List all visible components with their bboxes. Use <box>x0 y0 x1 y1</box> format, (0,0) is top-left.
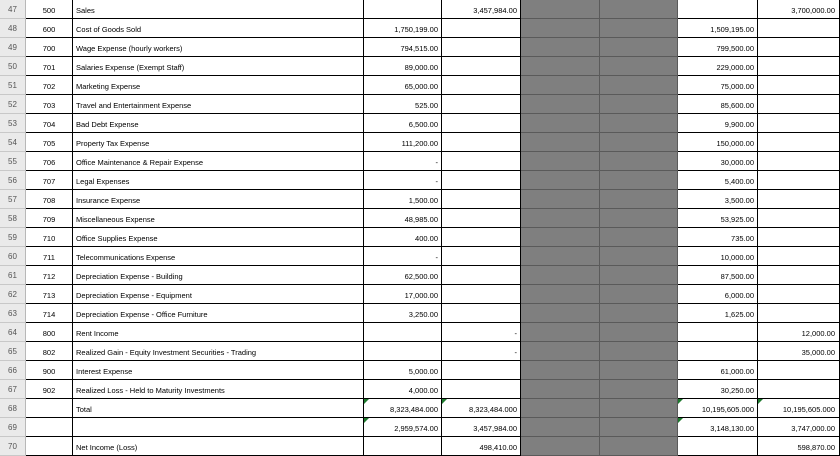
cell-adjustment-debit-shaded[interactable] <box>521 247 600 266</box>
cell-trial-balance-debit[interactable]: - <box>364 247 442 266</box>
cell-trial-balance-debit[interactable]: 17,000.00 <box>364 285 442 304</box>
cell-trial-balance-debit[interactable]: 1,500.00 <box>364 190 442 209</box>
cell-adjusted-balance-credit[interactable] <box>758 190 840 209</box>
cell-trial-balance-debit[interactable]: 111,200.00 <box>364 133 442 152</box>
cell-adjustment-credit-shaded[interactable] <box>600 342 678 361</box>
cell-account-name[interactable]: Property Tax Expense <box>73 133 364 152</box>
cell-adjustment-debit-shaded[interactable] <box>521 95 600 114</box>
table-row <box>0 57 840 76</box>
error-flag-icon <box>442 399 447 404</box>
row-number-header[interactable]: 49 <box>0 38 26 57</box>
table-row <box>0 437 840 456</box>
cell-trial-balance-credit[interactable]: - <box>442 323 521 342</box>
error-flag-icon <box>678 418 683 423</box>
cell-adjusted-balance-credit[interactable] <box>758 228 840 247</box>
cell-adjusted-balance-debit[interactable]: 6,000.00 <box>678 285 758 304</box>
cell-account-number[interactable]: 711 <box>26 247 73 266</box>
cell-adjusted-balance-debit[interactable] <box>678 323 758 342</box>
cell-account-name[interactable]: Office Maintenance & Repair Expense <box>73 152 364 171</box>
cell-trial-balance-debit[interactable]: 6,500.00 <box>364 114 442 133</box>
cell-adjusted-balance-credit[interactable] <box>758 285 840 304</box>
table-row <box>0 38 840 57</box>
table-row <box>0 323 840 342</box>
cell-adjustment-debit-shaded[interactable] <box>521 323 600 342</box>
cell-adjustment-credit-shaded[interactable] <box>600 266 678 285</box>
cell-adjustment-debit-shaded[interactable] <box>521 152 600 171</box>
cell-adjustment-credit-shaded[interactable] <box>600 0 678 19</box>
cell-account-number[interactable]: 900 <box>26 361 73 380</box>
cell-adjustment-debit-shaded[interactable] <box>521 133 600 152</box>
cell-account-name[interactable]: Salaries Expense (Exempt Staff) <box>73 57 364 76</box>
cell-trial-balance-debit[interactable] <box>364 342 442 361</box>
cell-adjusted-balance-debit[interactable]: 735.00 <box>678 228 758 247</box>
cell-adjusted-balance-credit[interactable] <box>758 209 840 228</box>
cell-account-number[interactable]: 710 <box>26 228 73 247</box>
cell-account-name[interactable]: Telecommunications Expense <box>73 247 364 266</box>
cell-trial-balance-credit[interactable]: - <box>442 342 521 361</box>
cell-trial-balance-debit[interactable]: - <box>364 171 442 190</box>
cell-adjustment-debit-shaded[interactable] <box>521 171 600 190</box>
cell-account-name[interactable]: Marketing Expense <box>73 76 364 95</box>
cell-adjustment-debit-shaded[interactable] <box>521 418 600 437</box>
row-number-header[interactable]: 66 <box>0 361 26 380</box>
cell-account-name[interactable]: Bad Debt Expense <box>73 114 364 133</box>
cell-account-number[interactable]: 802 <box>26 342 73 361</box>
cell-account-name[interactable]: Insurance Expense <box>73 190 364 209</box>
cell-trial-balance-credit[interactable]: 3,457,984.00 <box>442 0 521 19</box>
table-row <box>0 0 840 19</box>
cell-account-name[interactable]: Miscellaneous Expense <box>73 209 364 228</box>
cell-adjustment-debit-shaded[interactable] <box>521 38 600 57</box>
cell-account-name[interactable]: Depreciation Expense - Equipment <box>73 285 364 304</box>
cell-account-number[interactable]: 708 <box>26 190 73 209</box>
table-row <box>0 76 840 95</box>
cell-trial-balance-debit[interactable]: 3,250.00 <box>364 304 442 323</box>
table-row <box>0 304 840 323</box>
row-number-header[interactable]: 57 <box>0 190 26 209</box>
cell-adjusted-balance-credit[interactable] <box>758 76 840 95</box>
cell-trial-balance-credit[interactable] <box>442 247 521 266</box>
row-number-header[interactable]: 55 <box>0 152 26 171</box>
row-number-header[interactable]: 51 <box>0 76 26 95</box>
cell-account-number[interactable] <box>26 437 73 456</box>
cell-adjusted-balance-credit[interactable] <box>758 95 840 114</box>
cell-adjustment-credit-shaded[interactable] <box>600 247 678 266</box>
row-number-header[interactable]: 65 <box>0 342 26 361</box>
cell-account-number[interactable]: 709 <box>26 209 73 228</box>
cell-adjusted-balance-credit[interactable] <box>758 247 840 266</box>
cell-adjustment-debit-shaded[interactable] <box>521 437 600 456</box>
row-number-header[interactable]: 60 <box>0 247 26 266</box>
cell-account-name[interactable]: Rent Income <box>73 323 364 342</box>
cell-adjustment-credit-shaded[interactable] <box>600 323 678 342</box>
cell-trial-balance-debit[interactable]: 8,323,484.000 <box>364 399 442 418</box>
cell-adjustment-debit-shaded[interactable] <box>521 0 600 19</box>
cell-adjusted-balance-debit[interactable]: 3,148,130.00 <box>678 418 758 437</box>
cell-adjustment-debit-shaded[interactable] <box>521 342 600 361</box>
table-row <box>0 152 840 171</box>
cell-adjustment-credit-shaded[interactable] <box>600 95 678 114</box>
cell-adjustment-credit-shaded[interactable] <box>600 380 678 399</box>
cell-adjusted-balance-debit[interactable] <box>678 0 758 19</box>
cell-trial-balance-debit[interactable]: 4,000.00 <box>364 380 442 399</box>
table-row <box>0 171 840 190</box>
row-number-header[interactable]: 62 <box>0 285 26 304</box>
cell-adjusted-balance-debit[interactable]: 3,500.00 <box>678 190 758 209</box>
row-number-header[interactable]: 63 <box>0 304 26 323</box>
cell-adjustment-credit-shaded[interactable] <box>600 285 678 304</box>
cell-trial-balance-debit[interactable]: 5,000.00 <box>364 361 442 380</box>
row-number-header[interactable]: 50 <box>0 57 26 76</box>
cell-trial-balance-debit[interactable]: 89,000.00 <box>364 57 442 76</box>
table-row <box>0 418 840 437</box>
table-row <box>0 342 840 361</box>
cell-trial-balance-credit[interactable] <box>442 19 521 38</box>
cell-adjusted-balance-credit[interactable] <box>758 380 840 399</box>
cell-trial-balance-debit[interactable]: 525.00 <box>364 95 442 114</box>
cell-account-number[interactable]: 902 <box>26 380 73 399</box>
row-number-header[interactable]: 69 <box>0 418 26 437</box>
cell-adjusted-balance-debit[interactable]: 61,000.00 <box>678 361 758 380</box>
cell-trial-balance-credit[interactable] <box>442 114 521 133</box>
cell-adjusted-balance-debit[interactable]: 10,195,605.000 <box>678 399 758 418</box>
cell-trial-balance-debit[interactable] <box>364 437 442 456</box>
cell-adjustment-credit-shaded[interactable] <box>600 437 678 456</box>
cell-adjustment-credit-shaded[interactable] <box>600 38 678 57</box>
cell-trial-balance-credit[interactable]: 498,410.00 <box>442 437 521 456</box>
cell-adjusted-balance-credit[interactable] <box>758 361 840 380</box>
cell-adjusted-balance-credit[interactable]: 10,195,605.000 <box>758 399 840 418</box>
cell-adjustment-debit-shaded[interactable] <box>521 304 600 323</box>
table-row <box>0 95 840 114</box>
error-flag-icon <box>678 399 683 404</box>
cell-adjustment-credit-shaded[interactable] <box>600 152 678 171</box>
cell-adjusted-balance-credit[interactable] <box>758 114 840 133</box>
cell-account-name[interactable]: Interest Expense <box>73 361 364 380</box>
cell-adjusted-balance-credit[interactable] <box>758 57 840 76</box>
cell-trial-balance-debit[interactable]: 65,000.00 <box>364 76 442 95</box>
row-number-header[interactable]: 52 <box>0 95 26 114</box>
cell-adjusted-balance-debit[interactable]: 75,000.00 <box>678 76 758 95</box>
cell-account-name[interactable]: Sales <box>73 0 364 19</box>
cell-adjusted-balance-debit[interactable]: 799,500.00 <box>678 38 758 57</box>
cell-account-name[interactable]: Total <box>73 399 364 418</box>
cell-trial-balance-credit[interactable] <box>442 285 521 304</box>
cell-account-number[interactable]: 707 <box>26 171 73 190</box>
row-number-header[interactable]: 61 <box>0 266 26 285</box>
cell-adjustment-debit-shaded[interactable] <box>521 399 600 418</box>
cell-account-name[interactable]: Realized Gain - Equity Investment Securities - Trading <box>73 342 364 361</box>
cell-account-number[interactable] <box>26 399 73 418</box>
cell-adjustment-credit-shaded[interactable] <box>600 114 678 133</box>
table-row <box>0 399 840 418</box>
cell-adjustment-credit-shaded[interactable] <box>600 418 678 437</box>
cell-adjusted-balance-credit[interactable]: 12,000.00 <box>758 323 840 342</box>
row-number-header[interactable]: 70 <box>0 437 26 456</box>
cell-account-name[interactable]: Net Income (Loss) <box>73 437 364 456</box>
cell-adjusted-balance-debit[interactable]: 1,509,195.00 <box>678 19 758 38</box>
cell-trial-balance-debit[interactable]: 794,515.00 <box>364 38 442 57</box>
cell-account-name[interactable]: Cost of Goods Sold <box>73 19 364 38</box>
cell-account-name[interactable]: Travel and Entertainment Expense <box>73 95 364 114</box>
cell-adjusted-balance-debit[interactable]: 229,000.00 <box>678 57 758 76</box>
error-flag-icon <box>364 399 369 404</box>
cell-adjusted-balance-credit[interactable]: 598,870.00 <box>758 437 840 456</box>
cell-trial-balance-debit[interactable]: 400.00 <box>364 228 442 247</box>
table-row <box>0 285 840 304</box>
cell-adjustment-debit-shaded[interactable] <box>521 209 600 228</box>
cell-adjustment-credit-shaded[interactable] <box>600 304 678 323</box>
table-row <box>0 380 840 399</box>
row-number-header[interactable]: 67 <box>0 380 26 399</box>
cell-trial-balance-debit[interactable]: 62,500.00 <box>364 266 442 285</box>
cell-account-number[interactable] <box>26 418 73 437</box>
table-row <box>0 228 840 247</box>
cell-adjustment-debit-shaded[interactable] <box>521 114 600 133</box>
cell-adjusted-balance-debit[interactable]: 5,400.00 <box>678 171 758 190</box>
cell-account-name[interactable]: Wage Expense (hourly workers) <box>73 38 364 57</box>
cell-account-number[interactable]: 600 <box>26 19 73 38</box>
row-number-header[interactable]: 68 <box>0 399 26 418</box>
cell-adjusted-balance-debit[interactable]: 10,000.00 <box>678 247 758 266</box>
row-number-header[interactable]: 58 <box>0 209 26 228</box>
cell-trial-balance-credit[interactable] <box>442 190 521 209</box>
cell-adjustment-credit-shaded[interactable] <box>600 19 678 38</box>
row-number-header[interactable]: 64 <box>0 323 26 342</box>
cell-adjusted-balance-credit[interactable] <box>758 304 840 323</box>
cell-adjusted-balance-credit[interactable]: 35,000.00 <box>758 342 840 361</box>
cell-adjusted-balance-debit[interactable]: 85,600.00 <box>678 95 758 114</box>
cell-account-number[interactable]: 703 <box>26 95 73 114</box>
cell-trial-balance-debit[interactable]: 48,985.00 <box>364 209 442 228</box>
cell-adjustment-credit-shaded[interactable] <box>600 133 678 152</box>
cell-adjusted-balance-credit[interactable] <box>758 266 840 285</box>
cell-trial-balance-credit[interactable] <box>442 38 521 57</box>
cell-adjusted-balance-credit[interactable] <box>758 133 840 152</box>
cell-account-name[interactable]: Legal Expenses <box>73 171 364 190</box>
cell-account-name[interactable]: Depreciation Expense - Office Furniture <box>73 304 364 323</box>
cell-trial-balance-credit[interactable] <box>442 228 521 247</box>
cell-trial-balance-credit[interactable] <box>442 171 521 190</box>
cell-adjustment-credit-shaded[interactable] <box>600 399 678 418</box>
cell-adjustment-debit-shaded[interactable] <box>521 380 600 399</box>
cell-adjustment-credit-shaded[interactable] <box>600 190 678 209</box>
row-number-header[interactable]: 53 <box>0 114 26 133</box>
cell-trial-balance-debit[interactable]: 1,750,199.00 <box>364 19 442 38</box>
row-number-header[interactable]: 56 <box>0 171 26 190</box>
cell-adjusted-balance-credit[interactable] <box>758 19 840 38</box>
table-row <box>0 209 840 228</box>
cell-adjusted-balance-credit[interactable] <box>758 152 840 171</box>
cell-account-name[interactable]: Office Supplies Expense <box>73 228 364 247</box>
table-row <box>0 247 840 266</box>
cell-trial-balance-credit[interactable] <box>442 133 521 152</box>
cell-account-number[interactable]: 800 <box>26 323 73 342</box>
table-row <box>0 361 840 380</box>
cell-account-number[interactable]: 701 <box>26 57 73 76</box>
cell-trial-balance-debit[interactable]: - <box>364 152 442 171</box>
cell-account-number[interactable]: 706 <box>26 152 73 171</box>
cell-trial-balance-credit[interactable] <box>442 76 521 95</box>
cell-trial-balance-credit[interactable] <box>442 95 521 114</box>
cell-account-number[interactable]: 712 <box>26 266 73 285</box>
cell-trial-balance-credit[interactable]: 3,457,984.00 <box>442 418 521 437</box>
cell-adjustment-debit-shaded[interactable] <box>521 190 600 209</box>
cell-account-number[interactable]: 713 <box>26 285 73 304</box>
cell-adjusted-balance-debit[interactable]: 1,625.00 <box>678 304 758 323</box>
cell-trial-balance-credit[interactable] <box>442 209 521 228</box>
cell-trial-balance-credit[interactable] <box>442 152 521 171</box>
cell-account-number[interactable]: 704 <box>26 114 73 133</box>
cell-account-name[interactable]: Depreciation Expense - Building <box>73 266 364 285</box>
cell-trial-balance-credit[interactable] <box>442 361 521 380</box>
cell-adjustment-debit-shaded[interactable] <box>521 76 600 95</box>
cell-adjustment-debit-shaded[interactable] <box>521 285 600 304</box>
row-number-header[interactable]: 47 <box>0 0 26 19</box>
cell-adjusted-balance-credit[interactable] <box>758 171 840 190</box>
cell-account-number[interactable]: 702 <box>26 76 73 95</box>
cell-adjusted-balance-debit[interactable]: 30,000.00 <box>678 152 758 171</box>
cell-trial-balance-debit[interactable] <box>364 323 442 342</box>
cell-account-number[interactable]: 500 <box>26 0 73 19</box>
cell-trial-balance-debit[interactable] <box>364 0 442 19</box>
cell-adjustment-credit-shaded[interactable] <box>600 76 678 95</box>
cell-adjusted-balance-debit[interactable]: 30,250.00 <box>678 380 758 399</box>
cell-account-number[interactable]: 714 <box>26 304 73 323</box>
cell-adjusted-balance-credit[interactable] <box>758 38 840 57</box>
row-number-header[interactable]: 48 <box>0 19 26 38</box>
cell-adjusted-balance-debit[interactable]: 9,900.00 <box>678 114 758 133</box>
cell-adjustment-credit-shaded[interactable] <box>600 209 678 228</box>
table-row <box>0 19 840 38</box>
cell-adjustment-debit-shaded[interactable] <box>521 361 600 380</box>
cell-adjustment-debit-shaded[interactable] <box>521 228 600 247</box>
cell-adjusted-balance-credit[interactable]: 3,747,000.00 <box>758 418 840 437</box>
cell-adjusted-balance-debit[interactable] <box>678 342 758 361</box>
table-row <box>0 133 840 152</box>
cell-adjustment-credit-shaded[interactable] <box>600 171 678 190</box>
cell-adjusted-balance-credit[interactable]: 3,700,000.00 <box>758 0 840 19</box>
row-number-header[interactable]: 54 <box>0 133 26 152</box>
cell-trial-balance-credit[interactable] <box>442 380 521 399</box>
row-number-header[interactable]: 59 <box>0 228 26 247</box>
cell-account-name[interactable]: Realized Loss - Held to Maturity Investments <box>73 380 364 399</box>
cell-account-number[interactable]: 705 <box>26 133 73 152</box>
cell-trial-balance-debit[interactable]: 2,959,574.00 <box>364 418 442 437</box>
cell-adjusted-balance-debit[interactable]: 87,500.00 <box>678 266 758 285</box>
error-flag-icon <box>758 399 763 404</box>
cell-adjustment-credit-shaded[interactable] <box>600 361 678 380</box>
cell-adjusted-balance-debit[interactable]: 150,000.00 <box>678 133 758 152</box>
cell-adjustment-debit-shaded[interactable] <box>521 57 600 76</box>
table-row <box>0 114 840 133</box>
cell-account-name[interactable] <box>73 418 364 437</box>
cell-adjustment-credit-shaded[interactable] <box>600 57 678 76</box>
error-flag-icon <box>364 418 369 423</box>
cell-trial-balance-credit[interactable] <box>442 266 521 285</box>
cell-adjustment-credit-shaded[interactable] <box>600 228 678 247</box>
table-row <box>0 266 840 285</box>
table-row <box>0 190 840 209</box>
cell-trial-balance-credit[interactable] <box>442 57 521 76</box>
cell-trial-balance-credit[interactable]: 8,323,484.000 <box>442 399 521 418</box>
cell-adjusted-balance-debit[interactable]: 53,925.00 <box>678 209 758 228</box>
cell-adjustment-debit-shaded[interactable] <box>521 19 600 38</box>
cell-trial-balance-credit[interactable] <box>442 304 521 323</box>
cell-adjusted-balance-debit[interactable] <box>678 437 758 456</box>
cell-adjustment-debit-shaded[interactable] <box>521 266 600 285</box>
cell-account-number[interactable]: 700 <box>26 38 73 57</box>
